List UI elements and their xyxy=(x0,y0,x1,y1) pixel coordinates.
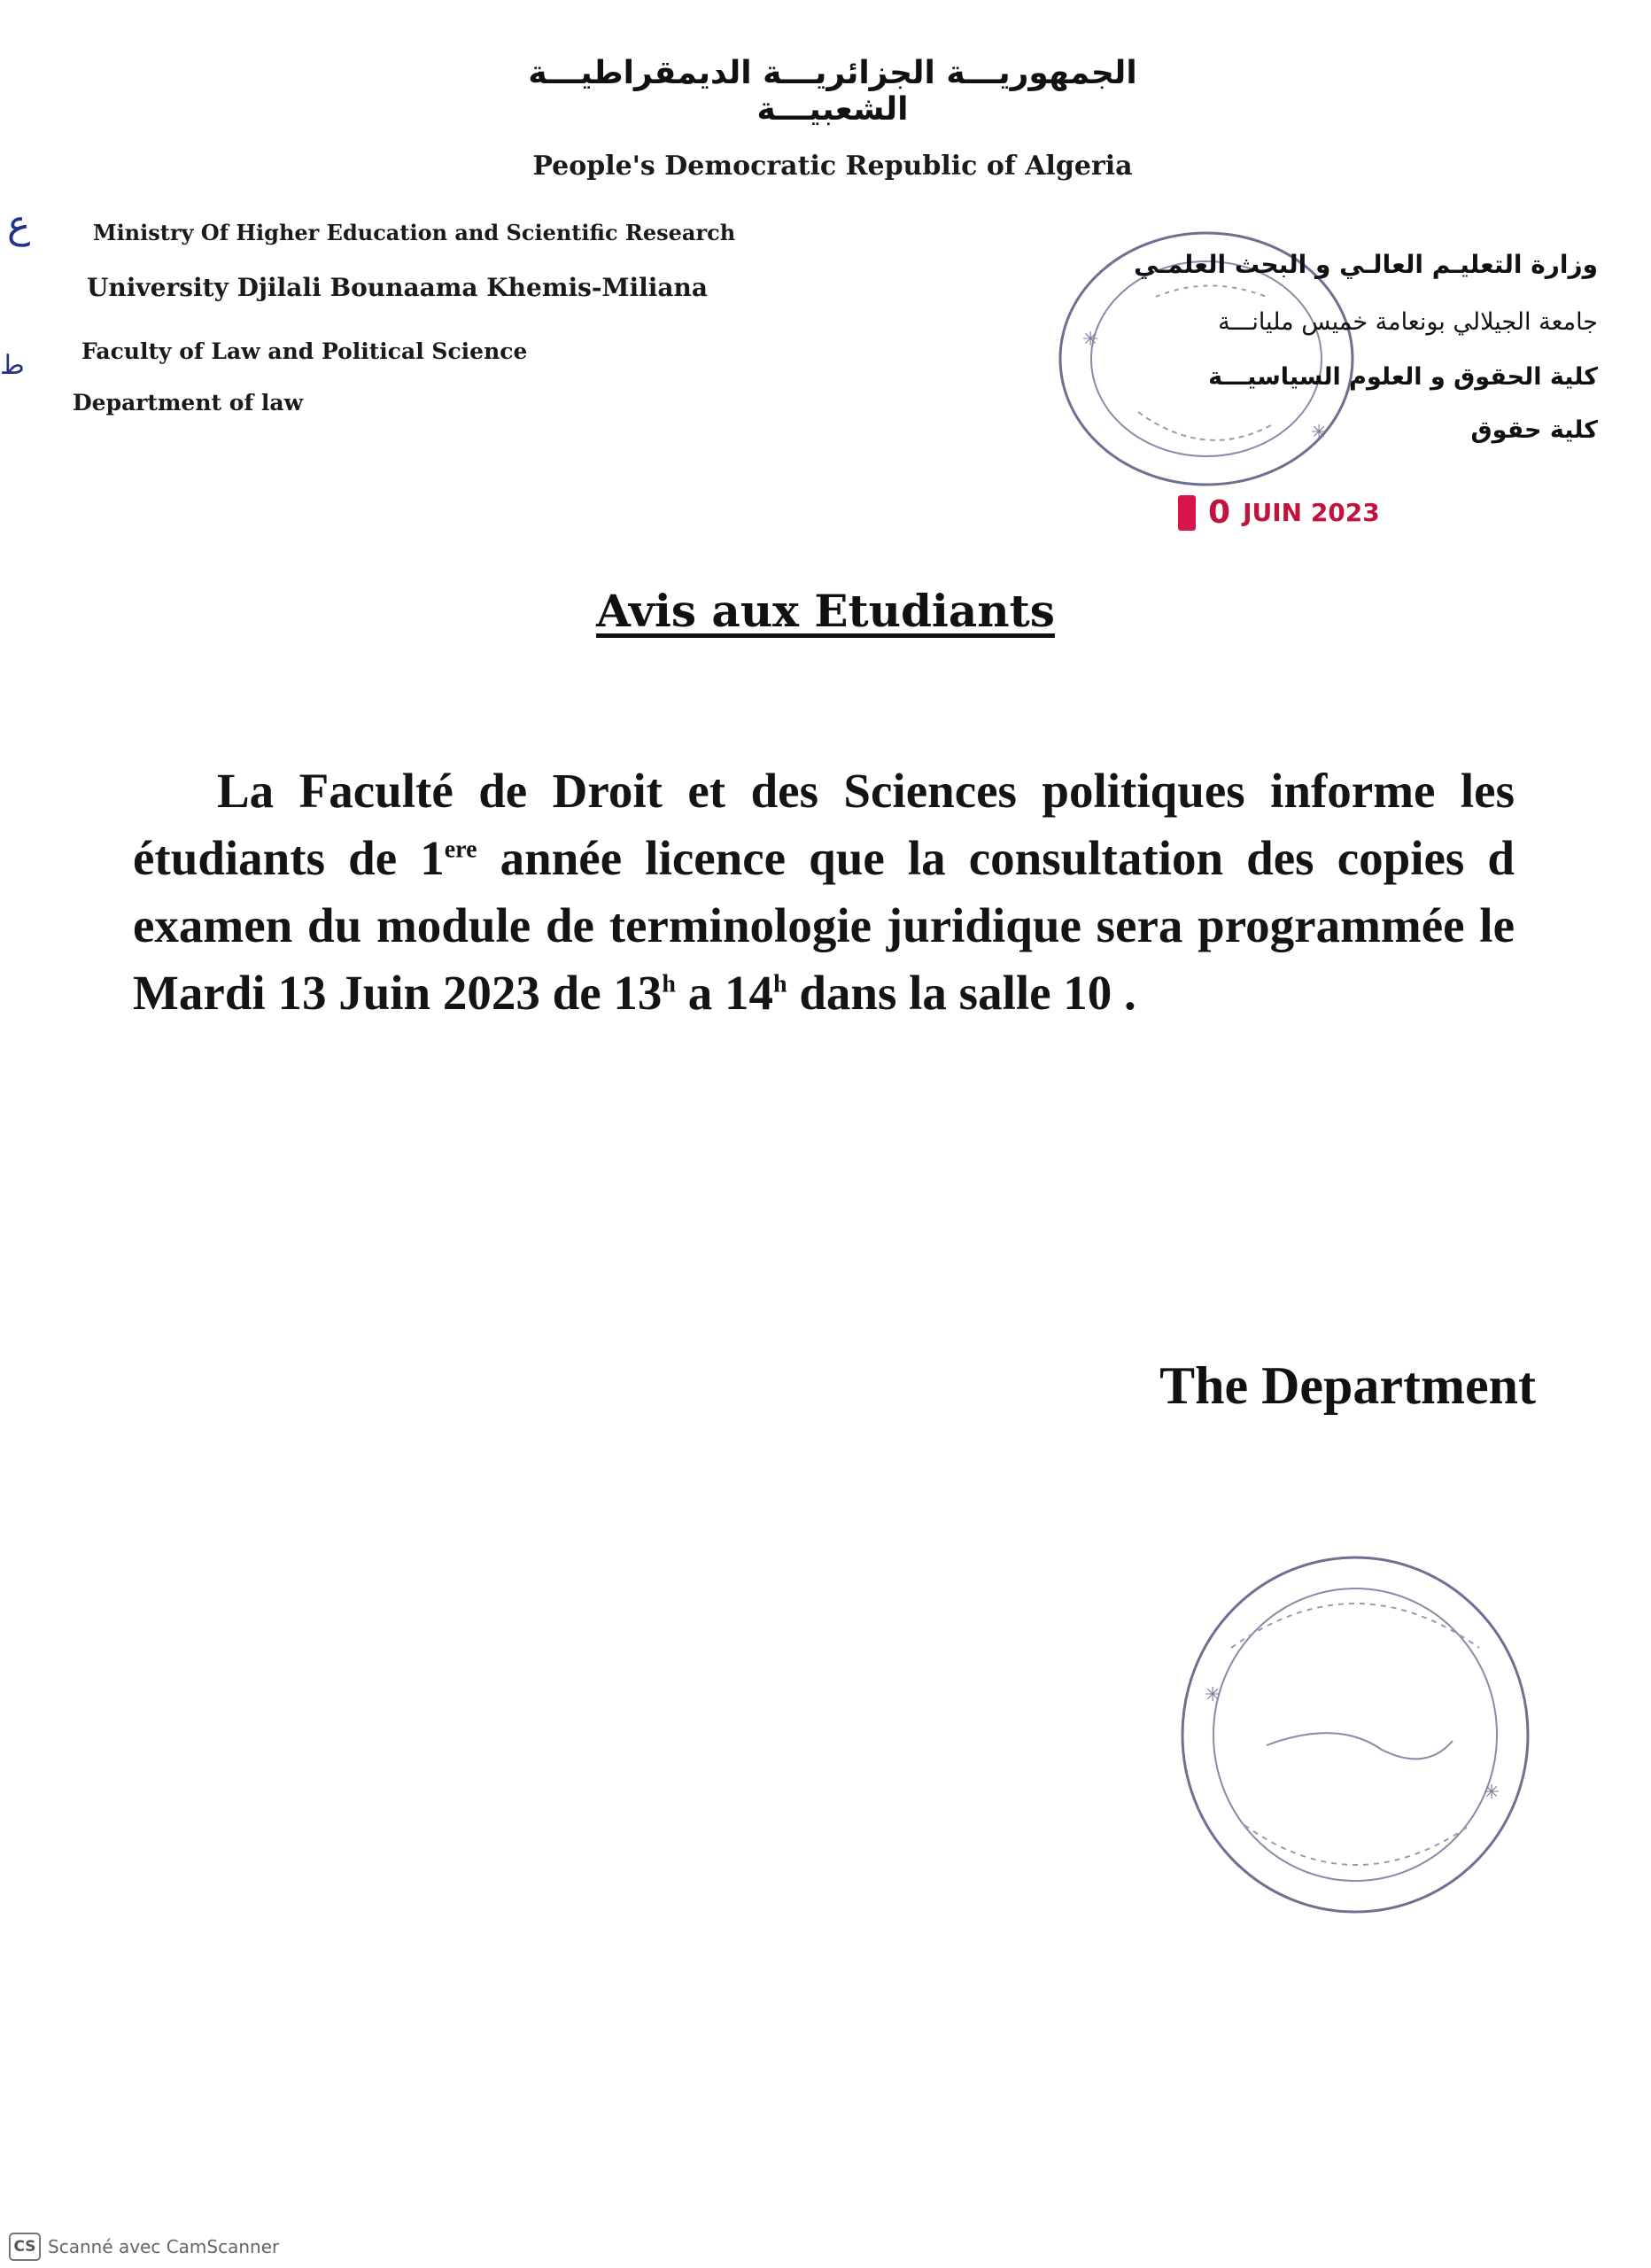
margin-mark-top: ع xyxy=(7,202,31,247)
notice-body-sup3: h xyxy=(772,970,787,998)
arabic-republic-title: الجمهوريـــة الجزائريـــة الديمقراطيـــة الشعبيـــة xyxy=(528,55,1137,128)
svg-text:✳: ✳ xyxy=(1082,329,1099,351)
date-stamp xyxy=(1178,494,1380,531)
date-stamp-month-year: JUIN 2023 xyxy=(1243,498,1380,527)
notice-body-part1: La Faculté de Droit et des Sciences politiques informe les étudiants de 1 xyxy=(133,764,1515,885)
arabic-department-line: كلية حقوق xyxy=(1470,416,1598,444)
english-republic-title: People's Democratic Republic of Algeria xyxy=(532,151,1133,182)
date-stamp-day: 0 xyxy=(1208,494,1231,531)
ministry-line: Ministry Of Higher Education and Scientific Research xyxy=(93,220,736,245)
university-line: University Djilali Bounaama Khemis-Miliana xyxy=(87,273,709,302)
faculty-line: Faculty of Law and Political Science xyxy=(81,338,528,364)
notice-body-part3: a 14 xyxy=(675,966,773,1020)
notice-title xyxy=(0,585,1651,637)
notice-title-text: Avis aux Etudiants xyxy=(596,585,1055,637)
svg-text:✳: ✳ xyxy=(1311,422,1328,444)
arabic-faculty-line: كلية الحقوق و العلوم السياسيـــة xyxy=(1208,363,1598,391)
camscanner-footer xyxy=(9,2233,279,2261)
arabic-university-line: جامعة الجيلالي بونعامة خميس مليانـــة xyxy=(1218,308,1598,336)
notice-body-sup1: ere xyxy=(444,835,477,864)
camscanner-text: Scanné avec CamScanner xyxy=(48,2236,280,2257)
date-stamp-mark xyxy=(1178,495,1196,531)
notice-body-part4: dans la salle 10 . xyxy=(787,966,1136,1020)
signature-department: The Department xyxy=(1159,1356,1536,1415)
svg-text:✳: ✳ xyxy=(1205,1684,1221,1706)
notice-body xyxy=(133,757,1515,1027)
notice-body-part2: année licence que la consultation des copies d examen du module de terminologie juridique sera programmée le Mardi 13 Juin 2023 de 13 xyxy=(133,831,1515,1020)
department-round-stamp-bottom xyxy=(1169,1542,1541,1931)
arabic-ministry-line: وزارة التعليـم العالـي و البحث العلمـي xyxy=(1134,250,1598,279)
camscanner-logo-icon: CS xyxy=(9,2233,41,2261)
department-line: Department of law xyxy=(73,390,304,416)
notice-body-sup2: h xyxy=(662,970,676,998)
svg-text:✳: ✳ xyxy=(1484,1782,1500,1804)
margin-mark-bottom: ط xyxy=(0,350,25,381)
